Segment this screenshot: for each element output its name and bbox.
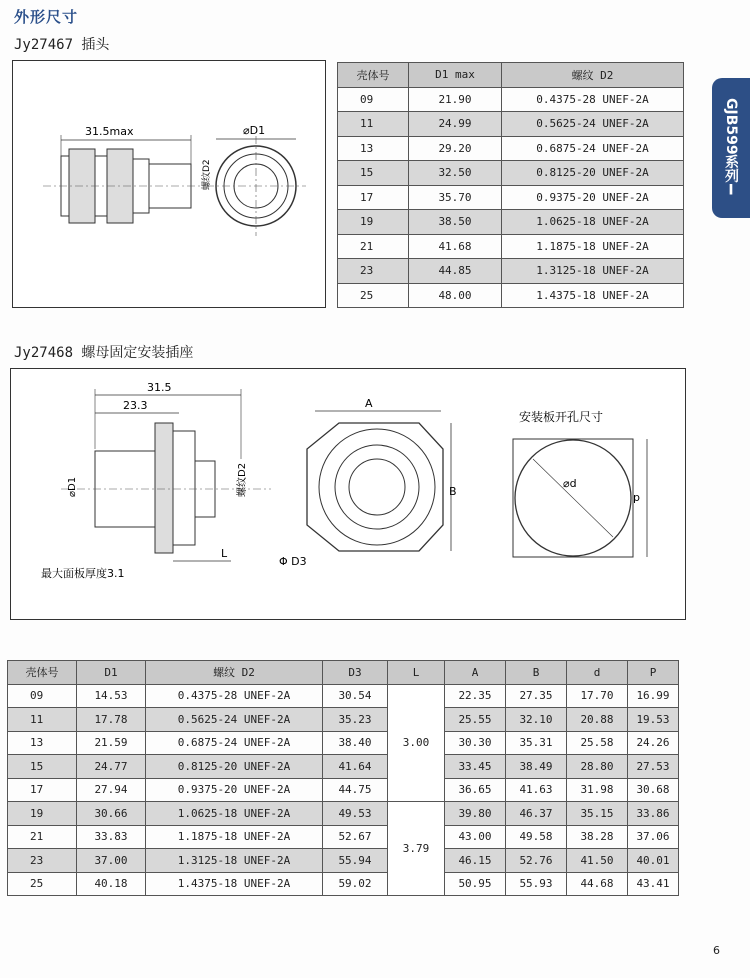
table-cell: 27.35 — [506, 684, 567, 708]
table-cell: 41.63 — [506, 778, 567, 802]
table-cell: 38.50 — [409, 210, 502, 235]
table-cell: 40.01 — [628, 849, 679, 873]
table-cell: 39.80 — [445, 802, 506, 826]
table-cell: 1.3125-18 UNEF-2A — [502, 259, 684, 284]
table-cell: 3.00 — [388, 684, 445, 802]
table-cell: 59.02 — [323, 872, 388, 896]
table-cell: 52.76 — [506, 849, 567, 873]
table-row — [338, 161, 684, 186]
table-cell: 43.00 — [445, 825, 506, 849]
socket-drawing-frame — [10, 368, 686, 620]
table-cell: 55.93 — [506, 872, 567, 896]
panel-thickness-note: 最大面板厚度3.1 — [41, 567, 125, 580]
table-row — [338, 283, 684, 308]
table-cell: 3.79 — [388, 802, 445, 896]
table-cell: 43.41 — [628, 872, 679, 896]
table-cell: 37.00 — [77, 849, 146, 873]
table-cell: 30.30 — [445, 731, 506, 755]
table-cell: 0.9375-20 UNEF-2A — [146, 778, 323, 802]
table-cell: 36.65 — [445, 778, 506, 802]
table-cell: 14.53 — [77, 684, 146, 708]
table-cell: 0.4375-28 UNEF-2A — [146, 684, 323, 708]
table-cell: 19 — [338, 210, 409, 235]
table-cell: 17 — [338, 185, 409, 210]
table-cell: 38.40 — [323, 731, 388, 755]
table-cell: 30.66 — [77, 802, 146, 826]
socket-d1-label: ⌀D1 — [67, 476, 78, 497]
socket-drawing — [11, 369, 685, 619]
table-row — [338, 259, 684, 284]
table-cell: 33.86 — [628, 802, 679, 826]
plug-d1-label: ⌀D1 — [243, 124, 266, 137]
socket-d3-label: Φ D3 — [279, 555, 307, 568]
socket-dimension-table — [7, 660, 679, 896]
table-cell: 21.59 — [77, 731, 146, 755]
table-cell: 15 — [8, 755, 77, 779]
table-row — [338, 234, 684, 259]
table-cell: 1.0625-18 UNEF-2A — [502, 210, 684, 235]
page-number: 6 — [713, 944, 720, 957]
plug-drawing — [13, 61, 325, 307]
table-row — [338, 210, 684, 235]
table-cell: 27.94 — [77, 778, 146, 802]
table-cell: 17.70 — [567, 684, 628, 708]
plug-section-label: Jy27467 插头 — [14, 37, 110, 53]
table2-header: B — [506, 661, 567, 685]
table-cell: 41.64 — [323, 755, 388, 779]
table-cell: 50.95 — [445, 872, 506, 896]
table-cell: 09 — [338, 87, 409, 112]
cutout-p-label: p — [633, 491, 640, 504]
plug-drawing-frame — [12, 60, 326, 308]
socket-thread-label: 螺纹D2 — [237, 462, 248, 497]
table-cell: 22.35 — [445, 684, 506, 708]
table-cell: 09 — [8, 684, 77, 708]
plug-length-label: 31.5max — [85, 125, 134, 138]
table-cell: 44.85 — [409, 259, 502, 284]
table-cell: 1.1875-18 UNEF-2A — [146, 825, 323, 849]
table-cell: 30.68 — [628, 778, 679, 802]
table-cell: 19 — [8, 802, 77, 826]
table2-header: D3 — [323, 661, 388, 685]
table-row — [8, 778, 679, 802]
table-cell: 49.58 — [506, 825, 567, 849]
table2-header: A — [445, 661, 506, 685]
table-cell: 30.54 — [323, 684, 388, 708]
table-cell: 33.45 — [445, 755, 506, 779]
table-cell: 35.23 — [323, 708, 388, 732]
table-cell: 38.49 — [506, 755, 567, 779]
table-row — [338, 87, 684, 112]
table-cell: 24.26 — [628, 731, 679, 755]
table-cell: 32.50 — [409, 161, 502, 186]
socket-section-label: Jy27468 螺母固定安装插座 — [14, 345, 194, 361]
table-row — [8, 825, 679, 849]
table-cell: 52.67 — [323, 825, 388, 849]
table-cell: 28.80 — [567, 755, 628, 779]
table-cell: 21 — [8, 825, 77, 849]
table1-header: 螺纹 D2 — [502, 63, 684, 88]
table2-header: L — [388, 661, 445, 685]
table-row — [8, 731, 679, 755]
table-cell: 32.10 — [506, 708, 567, 732]
table-cell: 17 — [8, 778, 77, 802]
table-cell: 24.99 — [409, 112, 502, 137]
table-cell: 21 — [338, 234, 409, 259]
table2-header: d — [567, 661, 628, 685]
table-cell: 33.83 — [77, 825, 146, 849]
table-cell: 20.88 — [567, 708, 628, 732]
table-cell: 0.9375-20 UNEF-2A — [502, 185, 684, 210]
table-cell: 25 — [338, 283, 409, 308]
table-cell: 35.15 — [567, 802, 628, 826]
table-cell: 0.4375-28 UNEF-2A — [502, 87, 684, 112]
table-cell: 24.77 — [77, 755, 146, 779]
table-cell: 1.0625-18 UNEF-2A — [146, 802, 323, 826]
table-cell: 37.06 — [628, 825, 679, 849]
socket-a-label: A — [365, 397, 373, 410]
table-row — [8, 872, 679, 896]
table-cell: 13 — [8, 731, 77, 755]
table2-header: P — [628, 661, 679, 685]
table-cell: 44.68 — [567, 872, 628, 896]
table-cell: 11 — [8, 708, 77, 732]
socket-length-inner: 23.3 — [123, 399, 148, 412]
table2-header: 壳体号 — [8, 661, 77, 685]
table-row — [338, 112, 684, 137]
table-cell: 25.58 — [567, 731, 628, 755]
table-cell: 55.94 — [323, 849, 388, 873]
plug-dimension-table — [337, 62, 684, 308]
table-cell: 11 — [338, 112, 409, 137]
table-cell: 0.5625-24 UNEF-2A — [502, 112, 684, 137]
table-cell: 13 — [338, 136, 409, 161]
table-cell: 0.5625-24 UNEF-2A — [146, 708, 323, 732]
table-cell: 15 — [338, 161, 409, 186]
table-row — [8, 708, 679, 732]
table1-header: D1 max — [409, 63, 502, 88]
table-cell: 49.53 — [323, 802, 388, 826]
table-cell: 41.68 — [409, 234, 502, 259]
table-row — [8, 802, 679, 826]
series-side-tab: GJB599系列Ⅰ — [712, 78, 750, 218]
table-cell: 19.53 — [628, 708, 679, 732]
table2-header: 螺纹 D2 — [146, 661, 323, 685]
table-cell: 0.8125-20 UNEF-2A — [502, 161, 684, 186]
table-row — [338, 136, 684, 161]
table-row — [338, 185, 684, 210]
table-cell: 29.20 — [409, 136, 502, 161]
table-cell: 23 — [8, 849, 77, 873]
table2-header: D1 — [77, 661, 146, 685]
cutout-d-label: ⌀d — [563, 477, 577, 490]
table-cell: 46.37 — [506, 802, 567, 826]
table-cell: 16.99 — [628, 684, 679, 708]
socket-b-label: B — [449, 485, 457, 498]
table-cell: 31.98 — [567, 778, 628, 802]
table-cell: 48.00 — [409, 283, 502, 308]
plug-thread-label: 螺纹D2 — [202, 159, 212, 190]
table-cell: 1.3125-18 UNEF-2A — [146, 849, 323, 873]
table-cell: 0.6875-24 UNEF-2A — [502, 136, 684, 161]
table-cell: 0.8125-20 UNEF-2A — [146, 755, 323, 779]
table-row — [8, 684, 679, 708]
table-cell: 0.6875-24 UNEF-2A — [146, 731, 323, 755]
table-cell: 1.4375-18 UNEF-2A — [502, 283, 684, 308]
page-title: 外形尺寸 — [14, 8, 79, 26]
table-cell: 35.70 — [409, 185, 502, 210]
table-cell: 40.18 — [77, 872, 146, 896]
table-row — [8, 755, 679, 779]
table-cell: 23 — [338, 259, 409, 284]
table-cell: 46.15 — [445, 849, 506, 873]
table-cell: 21.90 — [409, 87, 502, 112]
table-cell: 35.31 — [506, 731, 567, 755]
table-cell: 25.55 — [445, 708, 506, 732]
table-cell: 44.75 — [323, 778, 388, 802]
table1-header: 壳体号 — [338, 63, 409, 88]
table-cell: 27.53 — [628, 755, 679, 779]
socket-length-outer: 31.5 — [147, 381, 172, 394]
table-cell: 17.78 — [77, 708, 146, 732]
table-cell: 41.50 — [567, 849, 628, 873]
table-row — [8, 849, 679, 873]
socket-l-label: L — [221, 547, 228, 560]
table-cell: 25 — [8, 872, 77, 896]
cutout-title: 安装板开孔尺寸 — [519, 410, 604, 424]
table-cell: 38.28 — [567, 825, 628, 849]
table-cell: 1.4375-18 UNEF-2A — [146, 872, 323, 896]
table-cell: 1.1875-18 UNEF-2A — [502, 234, 684, 259]
